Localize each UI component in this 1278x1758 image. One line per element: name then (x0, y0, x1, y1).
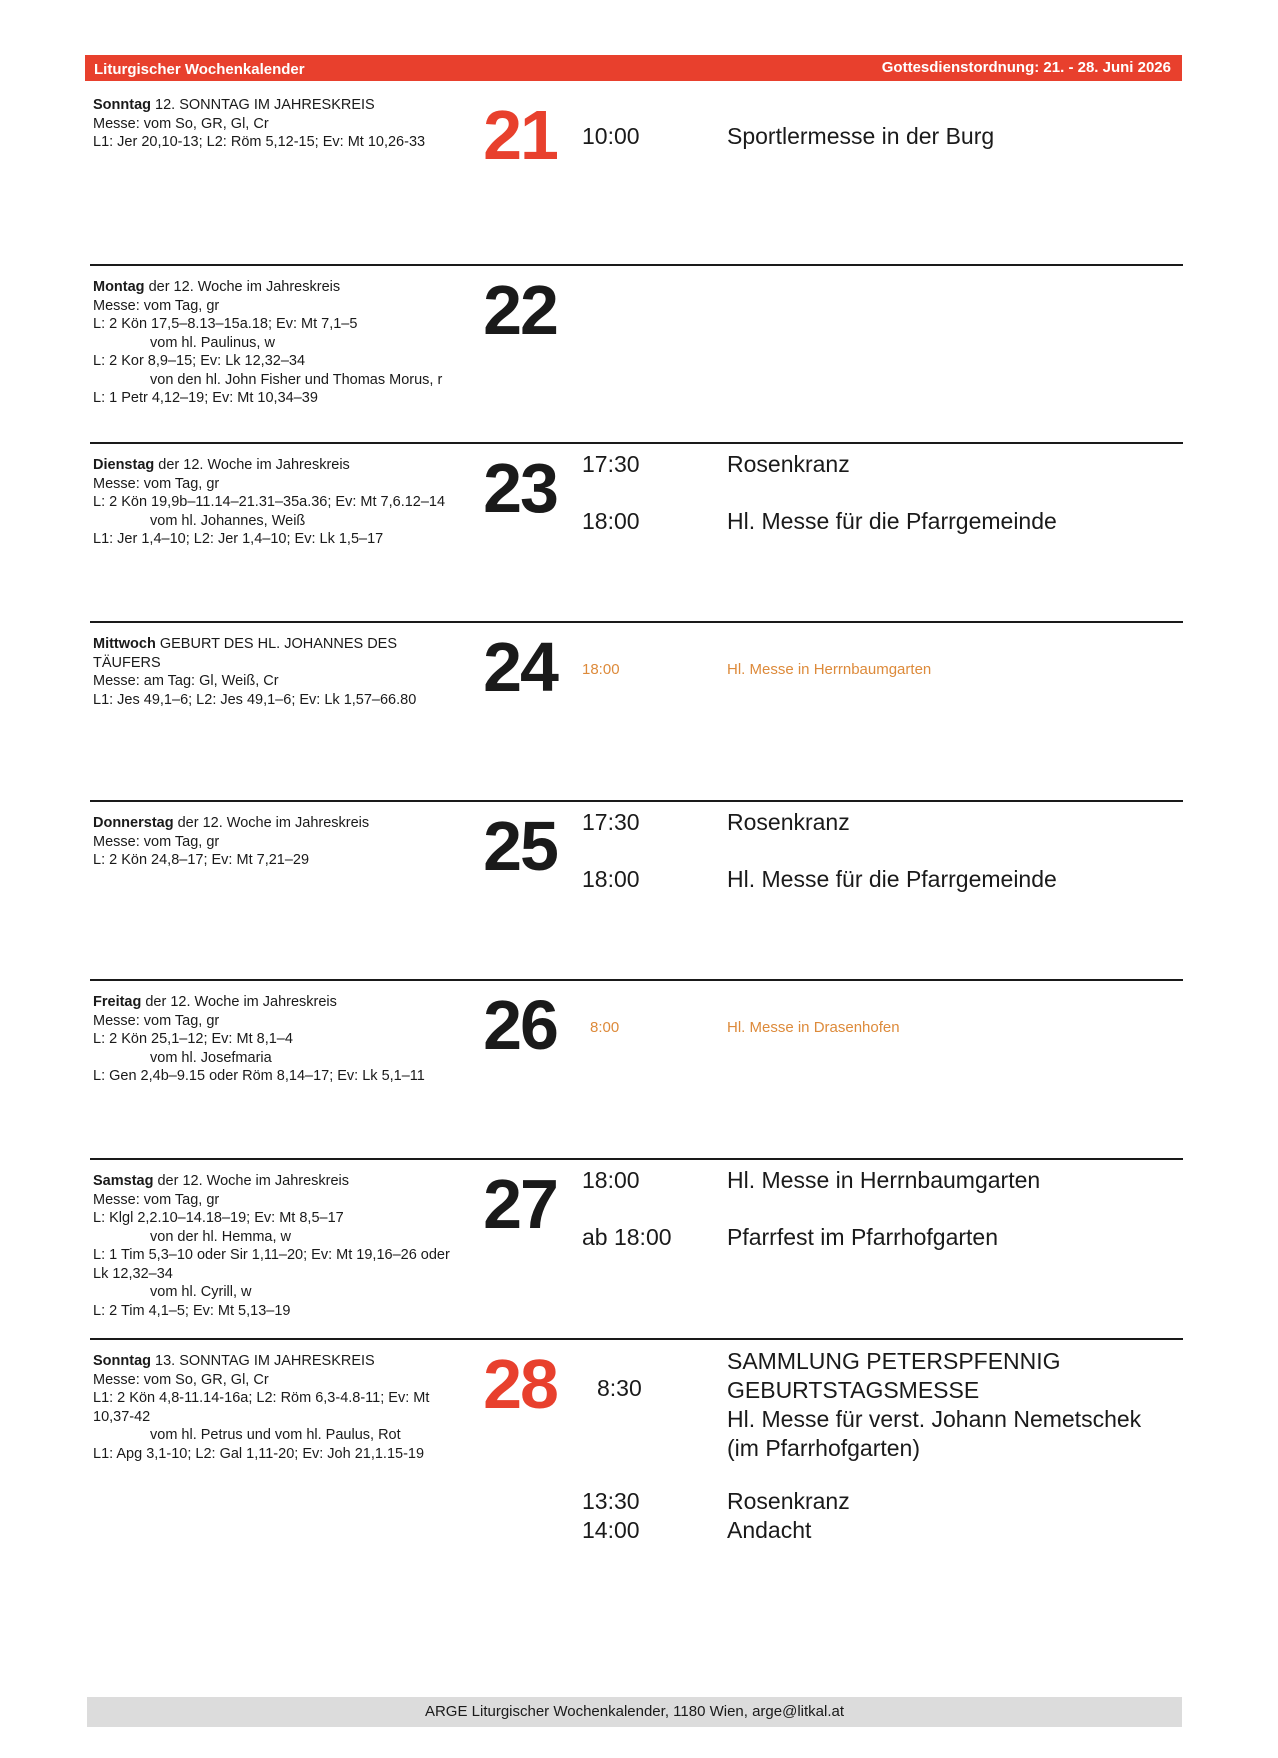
event-time: 13:30 (582, 1488, 640, 1514)
divider (90, 264, 1183, 266)
liturgy-info: Freitag der 12. Woche im Jahreskreis Messe: vom Tag, gr L: 2 Kön 25,1–12; Ev: Mt 8,1–4 vom hl. Josefmaria L: Gen 2,4b–9.15 oder Röm 8,14–17; Ev: Lk 5,1–11 (93, 994, 425, 1084)
calendar-header (85, 55, 1182, 81)
liturgy-info: Dienstag der 12. Woche im Jahreskreis Messe: vom Tag, gr L: 2 Kön 19,9b–11.14–21.31–35a.36; Ev: Mt 7,6.12–14 vom hl. Johannes, Weiß L1: Jer 1,4–10; L2: Jer 1,4–10; Ev: Lk 1,5–17 (93, 457, 446, 547)
divider (90, 1338, 1183, 1340)
liturgy-info: Montag der 12. Woche im Jahreskreis Messe: vom Tag, gr L: 2 Kön 17,5–8.13–15a.18; Ev: Mt 7,1–5 vom hl. Paulinus, w L: 2 Kor 8,9–15; Ev: Lk 12,32–34 von den hl. John Fisher und Thomas Morus, r L: 1 Petr 4,12–19; Ev: Mt 10,34–39 (93, 279, 443, 406)
event-time: 14:00 (582, 1517, 640, 1543)
liturgy-info: Donnerstag der 12. Woche im Jahreskreis Messe: vom Tag, gr L: 2 Kön 24,8–17; Ev: Mt 7,21–29 (93, 815, 370, 868)
day-number: 21 (483, 96, 557, 174)
event-time: 8:30 (597, 1375, 642, 1401)
day-number: 26 (483, 986, 557, 1064)
event-time: 18:00 (582, 1167, 640, 1193)
event-time: 18:00 (582, 661, 620, 678)
event-description: Hl. Messe für die Pfarrgemeinde (727, 866, 1057, 892)
event-description: Sportlermesse in der Burg (727, 123, 995, 149)
liturgy-info: Samstag der 12. Woche im Jahreskreis Messe: vom Tag, gr L: Klgl 2,2.10–14.18–19; Ev: Mt 8,5–17 von der hl. Hemma, w L: 1 Tim 5,3–10 oder Sir 1,11–20; Ev: Mt 19,16–26 oder Lk 12,32–34 vom hl. Cyrill, w L: 2 Tim 4,1–5; Ev: Mt 5,13–19 (93, 1173, 450, 1319)
event-description: Rosenkranz (727, 451, 850, 477)
event-description-multiline: SAMMLUNG PETERSPFENNIG GEBURTSTAGSMESSE Hl. Messe für verst. Johann Nemetschek (im Pfarrhofgarten) (727, 1348, 1142, 1461)
event-description: Hl. Messe in Herrnbaumgarten (727, 1167, 1041, 1193)
event-time: 8:00 (590, 1019, 620, 1036)
divider (90, 979, 1183, 981)
liturgy-info: Sonntag 12. SONNTAG IM JAHRESKREIS Messe: vom So, GR, Gl, Cr L1: Jer 20,10-13; L2: Röm 5,12-15; Ev: Mt 10,26-33 (93, 97, 426, 150)
event-time: ab 18:00 (582, 1224, 672, 1250)
event-description: Rosenkranz (727, 1488, 850, 1514)
header-title: Liturgischer Wochenkalender (94, 61, 305, 78)
day-number: 28 (483, 1345, 557, 1423)
event-description: Rosenkranz (727, 809, 850, 835)
event-time: 18:00 (582, 866, 640, 892)
event-time: 10:00 (582, 123, 640, 149)
day-number: 24 (483, 628, 557, 706)
divider (90, 1158, 1183, 1160)
event-description: Hl. Messe in Drasenhofen (727, 1019, 900, 1036)
divider (90, 800, 1183, 802)
day-number: 22 (483, 271, 557, 349)
liturgy-info: Sonntag 13. SONNTAG IM JAHRESKREIS Messe: vom So, GR, Gl, Cr L1: 2 Kön 4,8-11.14-16a; L2: Röm 6,3-4.8-11; Ev: Mt 10,37-42 vom hl. Petrus und vom hl. Paulus, Rot L1: Apg 3,1-10; L2: Gal 1,11-20; Ev: Joh 21,1.15-19 (93, 1353, 430, 1462)
event-time: 17:30 (582, 809, 640, 835)
day-number: 23 (483, 449, 557, 527)
header-date-range: Gottesdienstordnung: 21. - 28. Juni 2026 (881, 59, 1171, 76)
event-description: Hl. Messe für die Pfarrgemeinde (727, 508, 1057, 534)
divider (90, 621, 1183, 623)
event-time: 17:30 (582, 451, 640, 477)
event-time: 18:00 (582, 508, 640, 534)
liturgy-info: Mittwoch GEBURT DES HL. JOHANNES DES TÄUFERS Messe: am Tag: Gl, Weiß, Cr L1: Jes 49,1–6; L2: Jes 49,1–6; Ev: Lk 1,57–66.80 (93, 636, 417, 708)
event-description: Andacht (727, 1517, 812, 1543)
event-description: Hl. Messe in Herrnbaumgarten (727, 661, 932, 678)
footer: ARGE Liturgischer Wochenkalender, 1180 Wien, arge@litkal.at (87, 1697, 1182, 1727)
day-number: 27 (483, 1165, 557, 1243)
divider (90, 442, 1183, 444)
event-description: Pfarrfest im Pfarrhofgarten (727, 1224, 998, 1250)
day-number: 25 (483, 807, 557, 885)
